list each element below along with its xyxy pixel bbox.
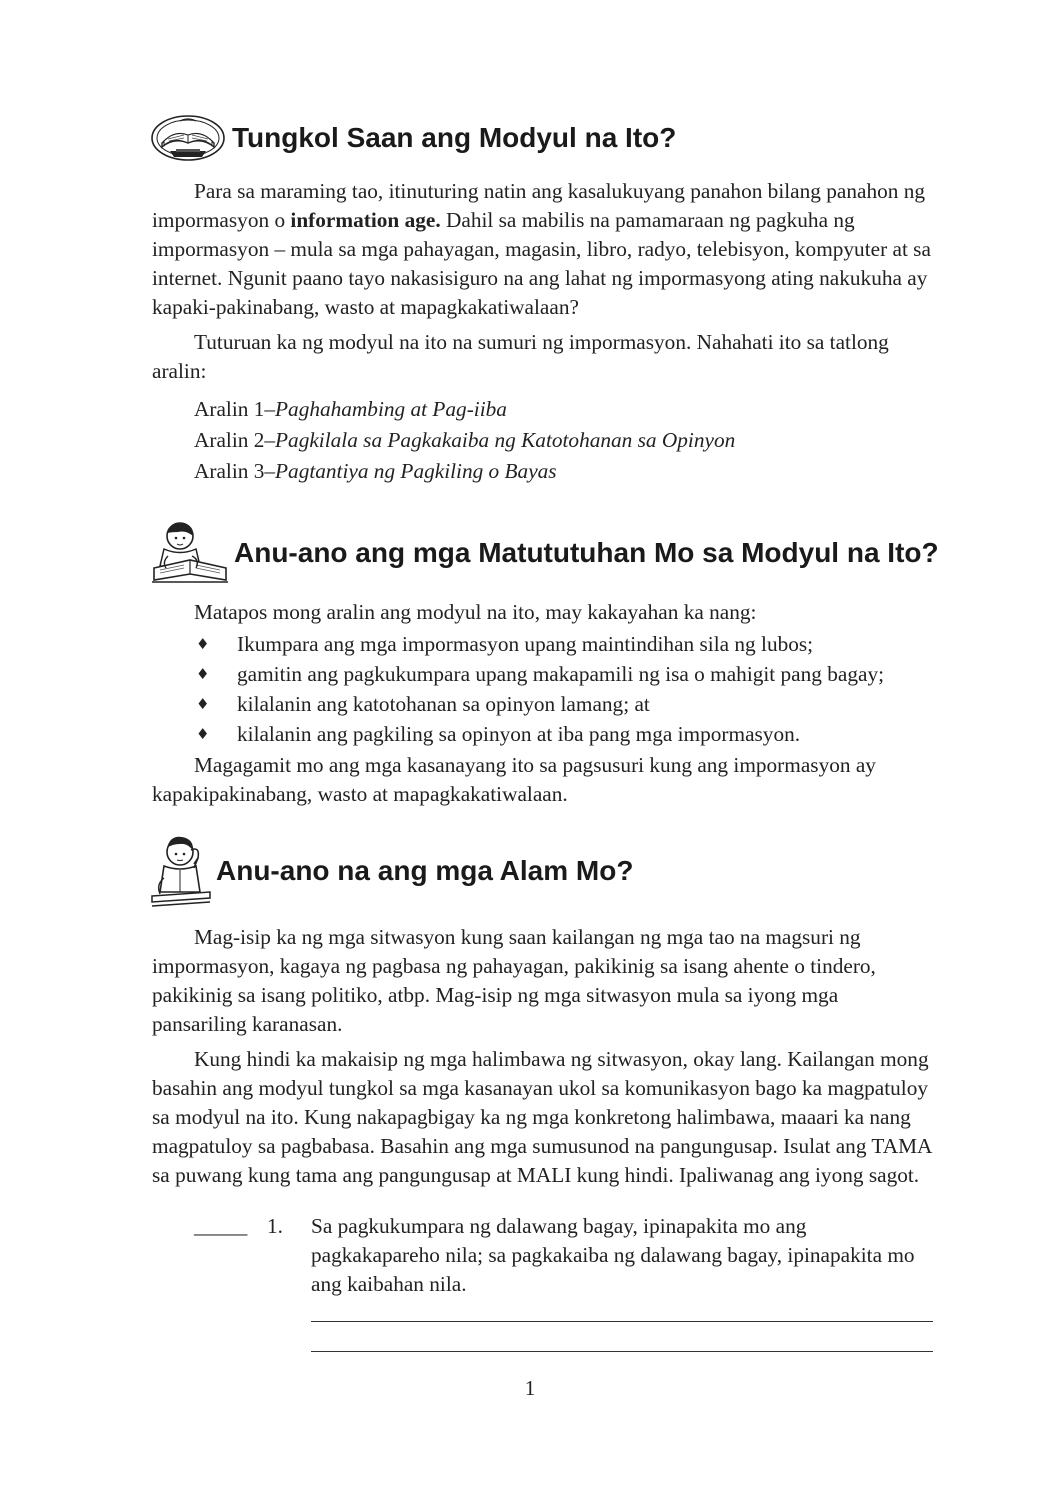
open-book-icon [150, 113, 226, 163]
objective-item [152, 719, 932, 749]
objective-item [152, 689, 932, 719]
learn-intro: Matapos mong aralin ang modyul na ito, may kakayahan ka nang: [194, 600, 757, 624]
explanation-line[interactable] [311, 1351, 933, 1352]
about-paragraph-2: Tuturuan ka ng modyul na ito na sumuri ng impormasyon. Nahahati ito sa tatlong aralin: [152, 330, 889, 383]
reading-student-icon [150, 518, 230, 588]
section-about-body [152, 177, 932, 487]
diamond-bullet-icon: ♦ [196, 635, 210, 653]
section-learn-heading [150, 518, 939, 588]
section-know-title: Anu-ano na ang mga Alam Mo? [216, 855, 634, 886]
page-number: 1 [524, 1376, 536, 1400]
objective-list [152, 629, 932, 749]
objective-item [152, 629, 932, 659]
lesson-title: Pagkilala sa Pagkakaiba ng Katotohanan sa Opinyon [275, 428, 736, 452]
learn-closing: Magagamit mo ang mga kasanayang ito sa pagsusuri kung ang impormasyon ay kapakipakinabang, wasto at mapagkakatiwalaan. [152, 753, 876, 806]
section-know-heading [150, 832, 633, 910]
item-statement: Sa pagkukumpara ng dalawang bagay, ipinapakita mo ang pagkakapareho nila; sa pagkakaiba ng dalawang bagay, ipinapakita mo ang kaibahan nila. [311, 1214, 915, 1296]
section-know-body [152, 923, 932, 1196]
section-learn-title: Anu-ano ang mga Matututuhan Mo sa Modyul na Ito? [234, 537, 939, 568]
know-paragraph-2: Kung hindi ka makaisip ng mga halimbawa ng sitwasyon, okay lang. Kailangan mong basahin ang modyul tungkol sa mga kasanayan ukol sa komunikasyon bago ka magpatuloy sa modyul na ito. Kung nakapagbigay ka ng mga konkretong halimbawa, maaari ka nang magpatuloy sa pagbabasa. Basahin ang mga sumusunod na pangungusap. Isulat ang TAMA sa puwang kung tama ang pangungusap at MALI kung hindi. Ipaliwanag ang iyong sagot. [152, 1047, 932, 1187]
about-p1-text-a: Para sa maraming tao, itinuturing natin ang kasalukuyang panahon bilang panahon ng impormasyon o [152, 179, 926, 232]
lesson-title: Paghahambing at Pag-iiba [275, 397, 507, 421]
thinking-student-icon [150, 832, 212, 910]
explanation-line[interactable] [311, 1321, 933, 1322]
item-number: 1. [267, 1214, 283, 1238]
lesson-label: Aralin 2– [194, 428, 276, 452]
diamond-bullet-icon: ♦ [196, 725, 210, 743]
objective-text: kilalanin ang katotohanan sa opinyon lamang; at [237, 692, 650, 716]
lesson-list [194, 394, 932, 487]
lesson-label: Aralin 3– [194, 459, 276, 483]
section-about-heading [150, 113, 676, 163]
objective-text: kilalanin ang pagkiling sa opinyon at iba pang mga impormasyon. [237, 722, 801, 746]
lesson-item [194, 394, 932, 425]
objective-item [152, 659, 932, 689]
answer-blank[interactable]: _____ [194, 1214, 248, 1238]
objective-text: gamitin ang pagkukumpara upang makapamili ng isa o mahigit pang bagay; [237, 662, 885, 686]
diamond-bullet-icon: ♦ [196, 665, 210, 683]
objective-text: Ikumpara ang mga impormasyon upang maintindihan sila ng lubos; [237, 632, 814, 656]
section-about-title: Tungkol Saan ang Modyul na Ito? [232, 122, 677, 153]
know-paragraph-1: Mag-isip ka ng mga sitwasyon kung saan kailangan ng mga tao na magsuri ng impormasyon, kagaya ng pagbasa ng pahayagan, pakikinig sa isang ahente o tindero, pakikinig sa isang politiko, atbp. Mag-isip ng mga sitwasyon mula sa iyong mga pansariling karanasan. [152, 925, 876, 1036]
section-learn-body [152, 598, 932, 815]
about-p1-text-b: Dahil sa mabilis na pamamaraan ng pagkuha ng impormasyon – mula sa mga pahayagan, magasin, libro, radyo, telebisyon, kompyuter at sa internet. Ngunit paano tayo nakasisiguro na ang lahat ng impormasyong ating nakukuha ay kapaki-pakinabang, wasto at mapagkakatiwalaan? [152, 208, 931, 319]
about-p1-bold: information age. [290, 208, 441, 232]
lesson-title: Pagtantiya ng Pagkiling o Bayas [275, 459, 557, 483]
lesson-item [194, 425, 932, 456]
lesson-item [194, 456, 932, 487]
diamond-bullet-icon: ♦ [196, 695, 210, 713]
lesson-label: Aralin 1– [194, 397, 276, 421]
about-paragraph-1 [152, 177, 932, 322]
